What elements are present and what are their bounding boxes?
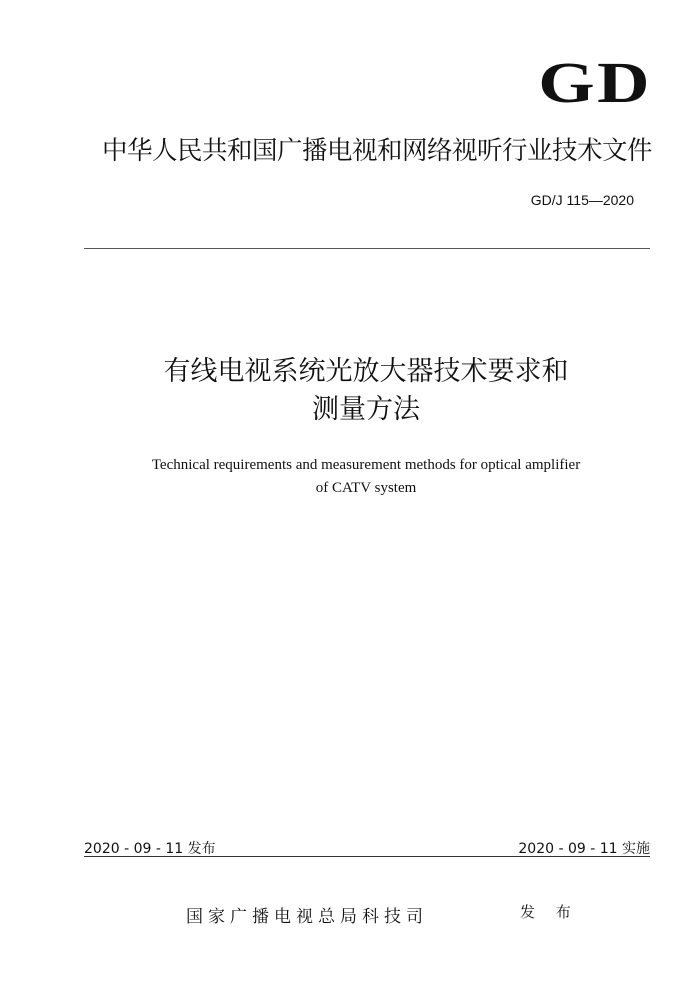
- issue-label: 发 布: [520, 903, 579, 921]
- bottom-divider: [84, 856, 650, 857]
- title-cn-line1: 有线电视系统光放大器技术要求和: [163, 356, 569, 387]
- issuer-name: 国家广播电视总局科技司: [186, 907, 428, 927]
- title-en-line1: Technical requirements and measurement methods for optical amplifier: [151, 457, 581, 473]
- title-cn-line2: 测量方法: [312, 394, 420, 425]
- gd-logo: GD: [538, 50, 652, 115]
- top-divider: [84, 248, 650, 249]
- title-en-line2: of CATV system: [315, 480, 417, 496]
- publish-date: 2020 - 09 - 11 发布: [84, 841, 216, 857]
- implement-date: 2020 - 09 - 11 实施: [518, 841, 650, 857]
- standard-code: GD/J 115—2020: [530, 192, 634, 208]
- organization-name: 中华人民共和国广播电视和网络视听行业技术文件: [101, 136, 652, 166]
